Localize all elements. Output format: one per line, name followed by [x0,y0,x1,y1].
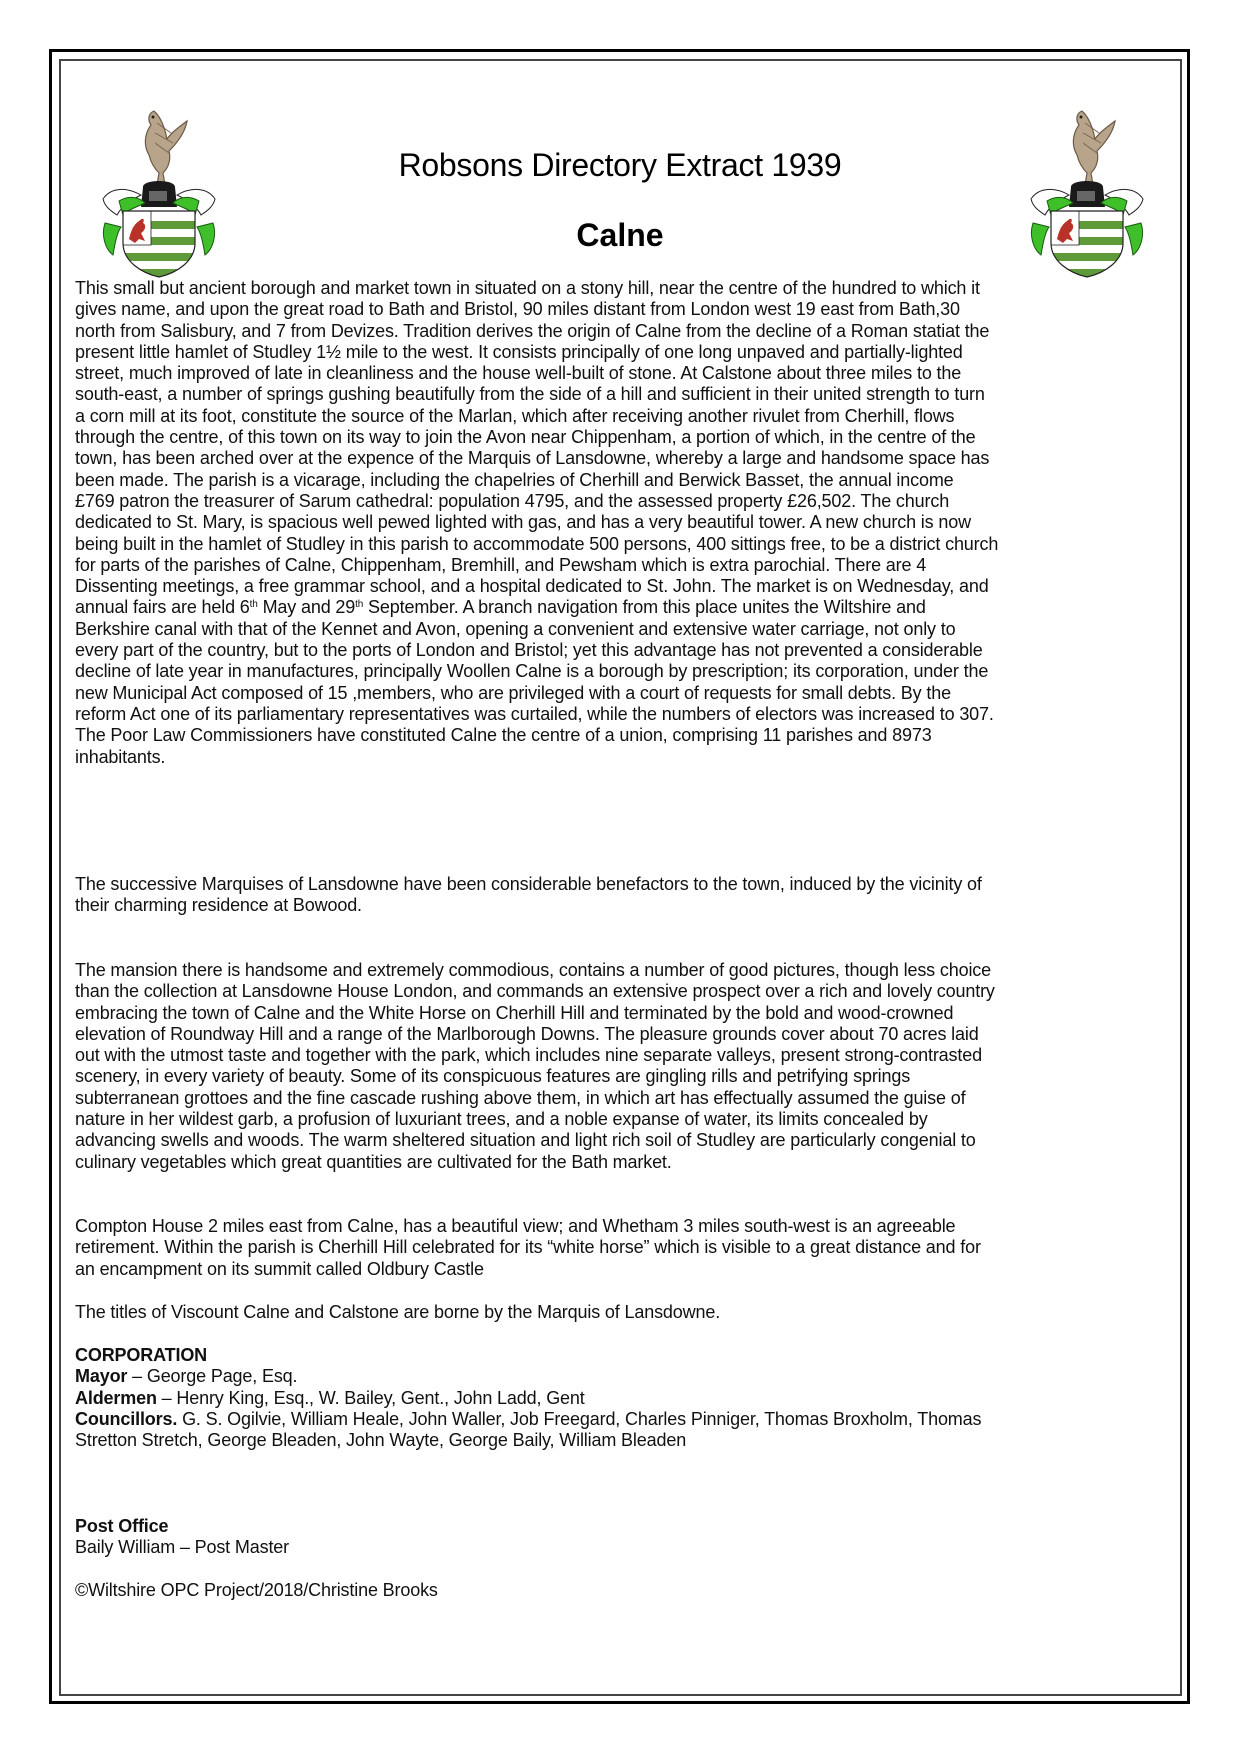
text-line: decline of late year in manufactures, principally Woollen Calne is a borough by prescription; its corporation, under the [75,661,989,682]
paragraph-benefactors [75,874,1175,917]
copyright-text: ©Wiltshire OPC Project/2018/Christine Brooks [75,1580,438,1600]
post-office-heading: Post Office [75,1516,169,1536]
text-line: present little hamlet of Studley 1½ mile to the west. It consists principally of one long unpaved and partially-lighted [75,341,963,362]
paragraph-titles [75,1302,1175,1323]
ordinal-suffix: th [249,599,258,611]
text-line: been made. The parish is a vicarage, including the chapelries of Cherhill and Berwick Basset, the annual income [75,469,954,490]
text-line: street, much improved of late in cleanliness and the house well-built of stone. At Calstone about three miles to the [75,363,962,384]
post-office-section [75,1516,1175,1559]
councillors-continued: Stretton Stretch, George Bleaden, John Wayte, George Baily, William Bleaden [75,1430,687,1451]
text-line: The mansion there is handsome and extremely commodious, contains a number of good pictures, though less choice [75,960,992,980]
corporation-section [75,1345,1175,1451]
councillors-label: Councillors. [75,1408,178,1429]
text-line: their charming residence at Bowood. [75,895,362,916]
text-line: gives name, and upon the great road to Bath and Bristol, 90 miles distant from London west 19 east from Bath,30 [75,299,960,320]
text-line: a corn mill at its foot, constitute the source of the Marlan, which after receiving another rivulet from Cherhill, flows [75,405,955,426]
text-line: through the centre, of this town on its way to join the Avon near Chippenham, a portion of which, in the centre of the [75,427,976,448]
text-line: scenery, in every variety of beauty. Some of its conspicuous features are gingling rills and petrifying springs [75,1066,911,1087]
text-line: south-east, a number of springs gushing beautifully from the side of a hill and sufficient in their united strength to turn [75,384,985,405]
text-line: inhabitants. [75,746,166,767]
text-line: The Poor Law Commissioners have constituted Calne the centre of a union, comprising 11 parishes and 8973 [75,725,932,746]
mayor-value: – George Page, Esq. [127,1366,298,1387]
text-line: dedicated to St. Mary, is spacious well pewed lighted with gas, and has a very beautiful tower. A new church is now [75,512,971,533]
text-line: £769 patron the treasurer of Sarum cathedral: population 4795, and the assessed property £26,502. The church [75,490,950,511]
text-line: than the collection at Lansdowne House London, and commands an extensive prospect over a rich and lovely country [75,981,995,1002]
councillors-value: G. S. Ogilvie, William Heale, John Waller, Job Freegard, Charles Pinniger, Thomas Broxholm, Thomas [177,1408,982,1429]
text-line: This small but ancient borough and market town in situated on a stony hill, near the centre of the hundred to which it [75,278,980,298]
aldermen-label: Aldermen [75,1387,157,1408]
text-line: Dissenting meetings, a free grammar school, and a hospital dedicated to St. John. The market is on Wednesday, and [75,576,989,597]
document-title: Robsons Directory Extract 1939 [398,147,842,183]
ordinal-suffix: th [355,599,364,611]
text-line: The successive Marquises of Lansdowne have been considerable benefactors to the town, induced by the vicinity of [75,874,982,894]
text-line: new Municipal Act composed of 15 ,members, who are privileged with a court of requests for small debts. By the [75,682,951,703]
paragraph-history [75,278,1175,768]
copyright-notice [75,1580,1175,1601]
text-line: culinary vegetables which great quantities are cultivated for the Bath market. [75,1151,672,1172]
aldermen-entry [75,1388,1175,1409]
text-line: out with the utmost taste and together with the park, which includes nine separate valleys, present strong-contrasted [75,1045,982,1066]
text-line: north from Salisbury, and 7 from Devizes. Tradition derives the origin of Calne from the decline of a Roman statiat the [75,320,990,341]
place-heading: Calne [576,217,664,253]
text-line: embracing the town of Calne and the White Horse on Cherhill Hill and terminated by the bold and wood-crowned [75,1002,954,1023]
text-line: every part of the country, but to the ports of London and Bristol; yet this advantage has not prevented a considerable [75,640,983,661]
councillors-entry [75,1409,1175,1430]
text-line: for parts of the parishes of Calne, Chippenham, Bremhill, and Pewsham which is extra parochial. There are 4 [75,554,927,575]
text-line: subterranean grottoes and the fine cascade rushing above them, in which art has effectually assumed the guise of [75,1087,966,1108]
crest-helmet [141,181,177,207]
text-line: Compton House 2 miles east from Calne, has a beautiful view; and Whetham 3 miles south-west is an agreeable [75,1216,956,1236]
paragraph-mansion [75,960,1175,1173]
aldermen-value: – Henry King, Esq., W. Bailey, Gent., John Ladd, Gent [156,1387,585,1408]
text-line: reform Act one of its parliamentary representatives was curtailed, while the numbers of electors was increased to 307. [75,703,994,724]
text-line: being built in the hamlet of Studley in this parish to accommodate 500 persons, 400 sittings free, to be a district church [75,533,999,554]
paragraph-compton-house [75,1216,1175,1280]
text-line-fairs [75,597,1175,618]
text-line: elevation of Roundway Hill and a range of the Marlborough Downs. The pleasure grounds cover about 70 acres laid [75,1023,979,1044]
mayor-label: Mayor [75,1366,128,1387]
text-line: town, has been arched over at the expence of the Marquis of Lansdowne, whereby a large and handsome space has [75,448,990,469]
fairs-text: May and 29 [257,597,356,618]
post-office-value: Baily William – Post Master [75,1537,289,1558]
text-line: Berkshire canal with that of the Kennet and Avon, opening a convenient and extensive water carriage, not only to [75,618,956,639]
corporation-heading: CORPORATION [75,1345,208,1365]
fairs-text: September. A branch navigation from this place unites the Wiltshire and [363,597,926,618]
text-line: The titles of Viscount Calne and Calstone are borne by the Marquis of Lansdowne. [75,1302,721,1322]
fairs-text: annual fairs are held 6 [75,597,250,618]
text-line: retirement. Within the parish is Cherhill Hill celebrated for its “white horse” which is visible to a great distance and for [75,1237,981,1258]
crest-helmet [1069,181,1105,207]
text-line: nature in her wildest garb, a profusion of luxuriant trees, and a noble expanse of water, its limits concealed by [75,1109,928,1130]
mayor-entry [75,1366,1175,1387]
text-line: an encampment on its summit called Oldbury Castle [75,1258,484,1279]
text-line: advancing swells and woods. The warm sheltered situation and light rich soil of Studley are particularly congenial to [75,1130,976,1151]
